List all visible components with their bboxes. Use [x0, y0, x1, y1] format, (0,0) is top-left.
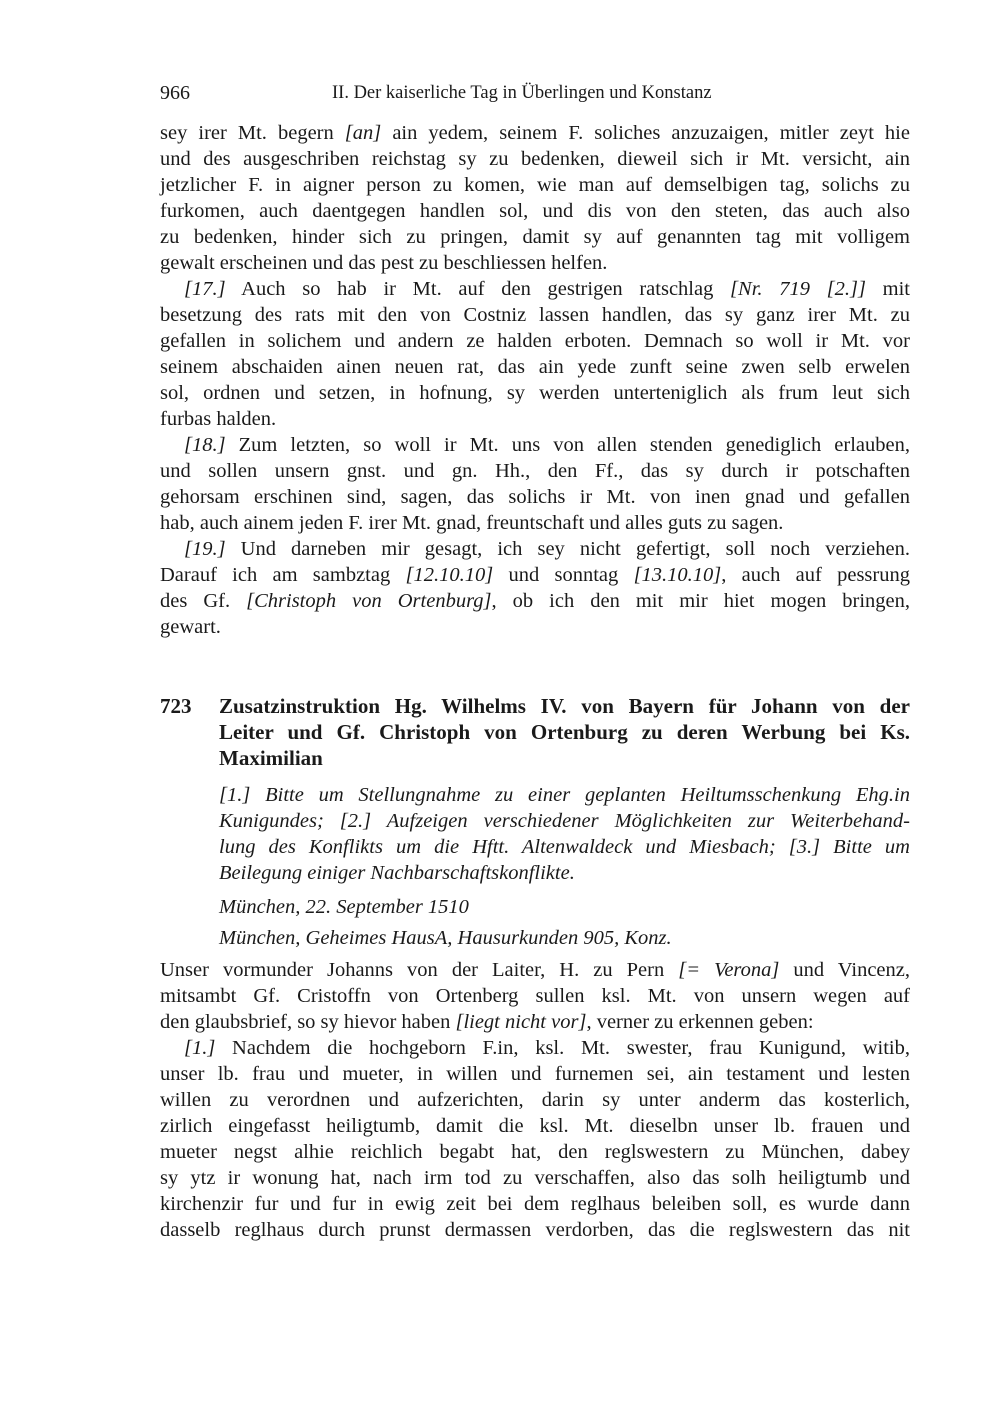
text-segment: gefallen in solichem und andern ze halden erboten. Demnach so woll ir Mt. vor [160, 330, 910, 352]
editorial-annotation: [Nr. 719 [2.]] [730, 278, 866, 300]
text-line [160, 328, 910, 354]
title-line: Leiter und Gf. Christoph von Ortenburg zu deren Werbung bei Ks. [219, 720, 910, 744]
text-segment: seinem abschaiden ainen neuen rat, das ain yede zunft seine zwen selb erwelen [160, 356, 910, 378]
summary-line: Kunigundes; [2.] Aufzeigen verschiedener Möglichkeiten zur Weiterbehand- [219, 810, 910, 832]
title-line: Maximilian [219, 746, 323, 770]
editorial-annotation: [19.] [184, 538, 226, 560]
document-date: München, 22. September 1510 [219, 896, 469, 918]
editorial-annotation: [1.] [184, 1037, 216, 1059]
text-segment: Unser vormunder Johanns von der Laiter, H. zu Pern [160, 959, 679, 981]
editorial-annotation: [12.10.10] [405, 564, 494, 586]
body-text-top [160, 120, 910, 640]
text-line [160, 198, 910, 224]
text-segment: Darauf ich am sambztag [160, 564, 406, 586]
text-segment: sol, ordnen und setzen, in hofnung, sy werden unterteniglich als frum leut sich [160, 382, 910, 404]
document-source: München, Geheimes HausA, Hausurkunden 905, Konz. [219, 927, 672, 949]
text-segment: Und darneben mir gesagt, ich sey nicht gefertigt, soll noch verziehen. [225, 538, 910, 560]
text-line [160, 458, 910, 484]
text-line [160, 354, 910, 380]
text-line [160, 1035, 910, 1061]
text-segment: und sollen unsern gnst. und gn. Hh., den Ff., das sy durch ir potschaften [160, 460, 910, 482]
text-segment: und Vincenz, [779, 959, 910, 981]
text-segment: und sonntag [493, 564, 634, 586]
text-segment: willen zu verordnen und aufzerichten, darin sy unter anderm das kosterlich, [160, 1089, 910, 1111]
text-segment: mueter negst alhie reichlich begabt hat, den reglswestern zu München, dabey [160, 1141, 910, 1163]
running-header [160, 80, 910, 106]
text-line [160, 406, 910, 432]
title-line: Zusatzinstruktion Hg. Wilhelms IV. von Bayern für Johann von der [219, 694, 910, 718]
text-segment: , ob ich den mit mir hiet mogen bringen, [491, 590, 910, 612]
text-segment: hab, auch ainem jeden F. irer Mt. gnad, freuntschaft und alles guts zu sagen. [160, 512, 784, 534]
text-line [160, 250, 910, 276]
text-line [160, 588, 910, 614]
text-line [160, 380, 910, 406]
text-line [160, 172, 910, 198]
text-line [160, 614, 910, 640]
text-line [160, 1217, 910, 1243]
text-segment: gewart. [160, 616, 221, 638]
summary-line: lung des Konflikts um die Hftt. Altenwaldeck und Miesbach; [3.] Bitte um [219, 836, 910, 858]
text-line [160, 562, 910, 588]
editorial-annotation: [Christoph von Ortenburg] [246, 590, 492, 612]
text-line [160, 536, 910, 562]
text-segment: furbas halden. [160, 408, 277, 430]
text-segment: gehorsam erschinen sind, sagen, das solichs ir Mt. von inen gnad und gefallen [160, 486, 910, 508]
editorial-annotation: [an] [344, 122, 382, 144]
text-line [160, 1113, 910, 1139]
document-title [219, 693, 910, 771]
text-segment: Nachdem die hochgeborn F.in, ksl. Mt. swester, frau Kunigund, witib, [215, 1037, 910, 1059]
text-segment: dasselb reglhaus durch prunst dermassen verdorben, das die reglswestern das nit [160, 1219, 910, 1241]
text-segment: unser lb. frau und mueter, in willen und furnemen sei, ain testament und lesten [160, 1063, 910, 1085]
document-number: 723 [160, 694, 192, 718]
text-line [160, 432, 910, 458]
editorial-annotation: [= Verona] [678, 959, 780, 981]
editorial-annotation: [18.] [184, 434, 226, 456]
text-line [160, 1191, 910, 1217]
text-segment: kirchenzir fur und fur in ewig zeit bei dem reglhaus beleiben soll, es wurde dann [160, 1193, 910, 1215]
text-line [160, 224, 910, 250]
text-segment: jetzlicher F. in aigner person zu komen, wie man auf demselbigen tag, solichs zu [160, 174, 910, 196]
text-segment: mit [865, 278, 910, 300]
text-segment: sy ytz ir wonung hat, nach irm tod zu verschaffen, also das solh heiligtumb und [160, 1167, 910, 1189]
text-line [160, 957, 910, 983]
text-segment: besetzung des rats mit den von Costniz lassen handlen, das sy ganz irer Mt. zu [160, 304, 910, 326]
text-line [160, 983, 910, 1009]
editorial-annotation: [13.10.10] [633, 564, 722, 586]
text-line [160, 276, 910, 302]
text-line [160, 1087, 910, 1113]
running-title: II. Der kaiserliche Tag in Überlingen und Konstanz [332, 83, 712, 103]
text-segment: gewalt erscheinen und das pest zu beschliessen helfen. [160, 252, 608, 274]
page-number: 966 [160, 82, 190, 104]
text-segment: zu bedenken, hinder sich zu pringen, damit sy auf genannten tag mit volligem [160, 226, 910, 248]
text-line [160, 510, 910, 536]
text-segment: den glaubsbrief, so sy hievor haben [160, 1011, 456, 1033]
text-line [160, 120, 910, 146]
editorial-annotation: [liegt nicht vor] [455, 1011, 587, 1033]
document-summary [219, 782, 910, 886]
text-line [160, 146, 910, 172]
summary-line: Beilegung einiger Nachbarschaftskonflikte. [219, 862, 575, 884]
text-segment: zirlich eingefasst heiligtumb, damit die ksl. Mt. dieselbn unser lb. frauen und [160, 1115, 910, 1137]
text-line [160, 302, 910, 328]
text-line [160, 1061, 910, 1087]
text-segment: Auch so hab ir Mt. auf den gestrigen ratschlag [225, 278, 731, 300]
text-line [160, 1009, 910, 1035]
text-segment: des Gf. [160, 590, 247, 612]
text-segment: und des ausgeschriben reichstag sy zu bedenken, dieweil sich ir Mt. versicht, ain [160, 148, 910, 170]
text-segment: furkomen, auch daentgegen handlen sol, und dis von den steten, das auch also [160, 200, 910, 222]
text-line [160, 1165, 910, 1191]
text-line [160, 1139, 910, 1165]
text-segment: ain yedem, seinem F. soliches anzuzaigen, mitler zeyt hie [381, 122, 910, 144]
text-segment: , auch auf pessrung [721, 564, 910, 586]
summary-line: [1.] Bitte um Stellungnahme zu einer geplanten Heiltumsschenkung Ehg.in [219, 784, 910, 806]
text-segment: mitsambt Gf. Cristoffn von Ortenberg sullen ksl. Mt. von unsern wegen auf [160, 985, 910, 1007]
text-segment: , verner zu erkennen geben: [586, 1011, 814, 1033]
text-segment: sey irer Mt. begern [160, 122, 345, 144]
text-segment: Zum letzten, so woll ir Mt. uns von allen stenden genediglich erlauben, [225, 434, 910, 456]
text-line [160, 484, 910, 510]
editorial-annotation: [17.] [184, 278, 226, 300]
body-text-bottom [160, 957, 910, 1243]
